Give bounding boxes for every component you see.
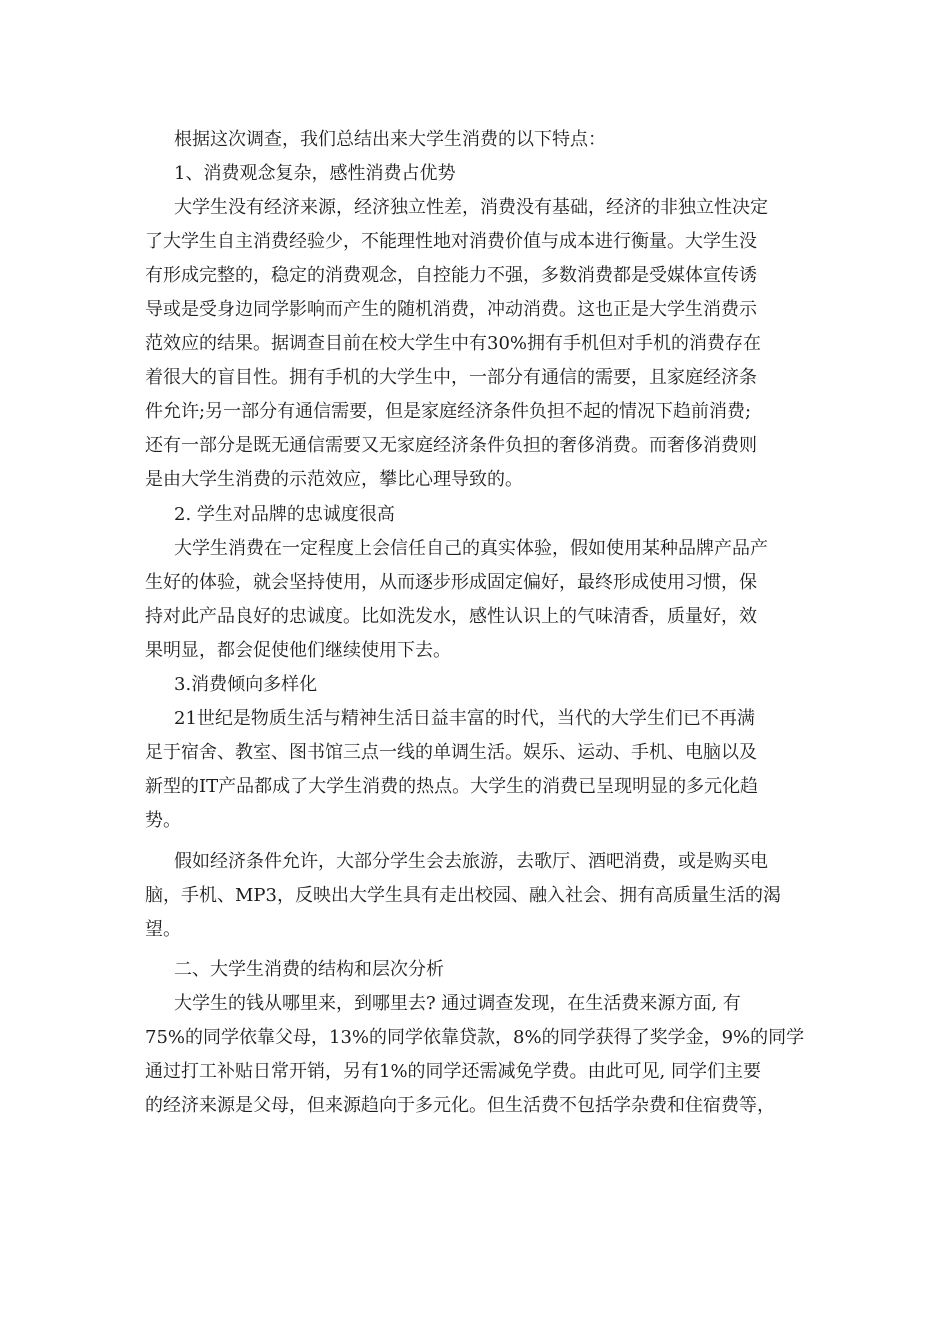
- paragraph-line: 件允许;另一部分有通信需要，但是家庭经济条件负担不起的情况下趋前消费;: [145, 401, 752, 422]
- paragraph-line: 大学生没有经济来源，经济独立性差，消费没有基础，经济的非独立性决定: [174, 197, 768, 218]
- heading-point-3: 3.消费倾向多样化: [174, 674, 318, 695]
- paragraph-line: 生好的体验，就会坚持使用，从而逐步形成固定偏好，最终形成使用习惯，保: [145, 572, 757, 593]
- paragraph-line: 21世纪是物质生活与精神生活日益丰富的时代，当代的大学生们已不再满: [174, 708, 755, 729]
- paragraph-line: 大学生消费在一定程度上会信任自己的真实体验，假如使用某种品牌产品产: [174, 538, 768, 559]
- paragraph-line: 通过打工补贴日常开销，另有1%的同学还需减免学费。由此可见, 同学们主要: [145, 1061, 761, 1082]
- paragraph-line: 新型的IT产品都成了大学生消费的热点。大学生的消费已呈现明显的多元化趋: [145, 776, 759, 797]
- paragraph-line: 脑，手机、MP3，反映出大学生具有走出校园、融入社会、拥有高质量生活的渴: [145, 885, 781, 906]
- paragraph-line: 了大学生自主消费经验少，不能理性地对消费价值与成本进行衡量。大学生没: [145, 231, 757, 252]
- paragraph-line: 是由大学生消费的示范效应，攀比心理导致的。: [145, 469, 523, 490]
- paragraph-line: 望。: [145, 919, 181, 940]
- paragraph-line: 势。: [145, 810, 181, 831]
- paragraph-line: 还有一部分是既无通信需要又无家庭经济条件负担的奢侈消费。而奢侈消费则: [145, 435, 757, 456]
- paragraph-line: 导或是受身边同学影响而产生的随机消费，冲动消费。这也正是大学生消费示: [145, 299, 757, 320]
- paragraph-line: 有形成完整的，稳定的消费观念，自控能力不强，多数消费都是受媒体宣传诱: [145, 265, 757, 286]
- paragraph-intro: 根据这次调查，我们总结出来大学生消费的以下特点：: [174, 129, 606, 150]
- paragraph-line: 果明显，都会促使他们继续使用下去。: [145, 640, 451, 661]
- paragraph-line: 75%的同学依靠父母，13%的同学依靠贷款，8%的同学获得了奖学金，9%的同学: [145, 1027, 805, 1048]
- heading-point-1: 1、消费观念复杂，感性消费占优势: [174, 163, 456, 184]
- section-heading: 二、大学生消费的结构和层次分析: [174, 959, 444, 980]
- paragraph-line: 假如经济条件允许，大部分学生会去旅游，去歌厅、酒吧消费，或是购买电: [174, 851, 768, 872]
- paragraph-line: 的经济来源是父母，但来源趋向于多元化。但生活费不包括学杂费和住宿费等，: [145, 1095, 775, 1116]
- paragraph-line: 大学生的钱从哪里来，到哪里去? 通过调查发现，在生活费来源方面, 有: [174, 993, 741, 1014]
- paragraph-line: 持对此产品良好的忠诚度。比如洗发水，感性认识上的气味清香，质量好，效: [145, 606, 757, 627]
- heading-point-2: 2. 学生对品牌的忠诚度很高: [174, 504, 395, 525]
- paragraph-line: 足于宿舍、教室、图书馆三点一线的单调生活。娱乐、运动、手机、电脑以及: [145, 742, 757, 763]
- paragraph-line: 着很大的盲目性。拥有手机的大学生中，一部分有通信的需要，且家庭经济条: [145, 367, 757, 388]
- paragraph-line: 范效应的结果。据调查目前在校大学生中有30%拥有手机但对手机的消费存在: [145, 333, 762, 354]
